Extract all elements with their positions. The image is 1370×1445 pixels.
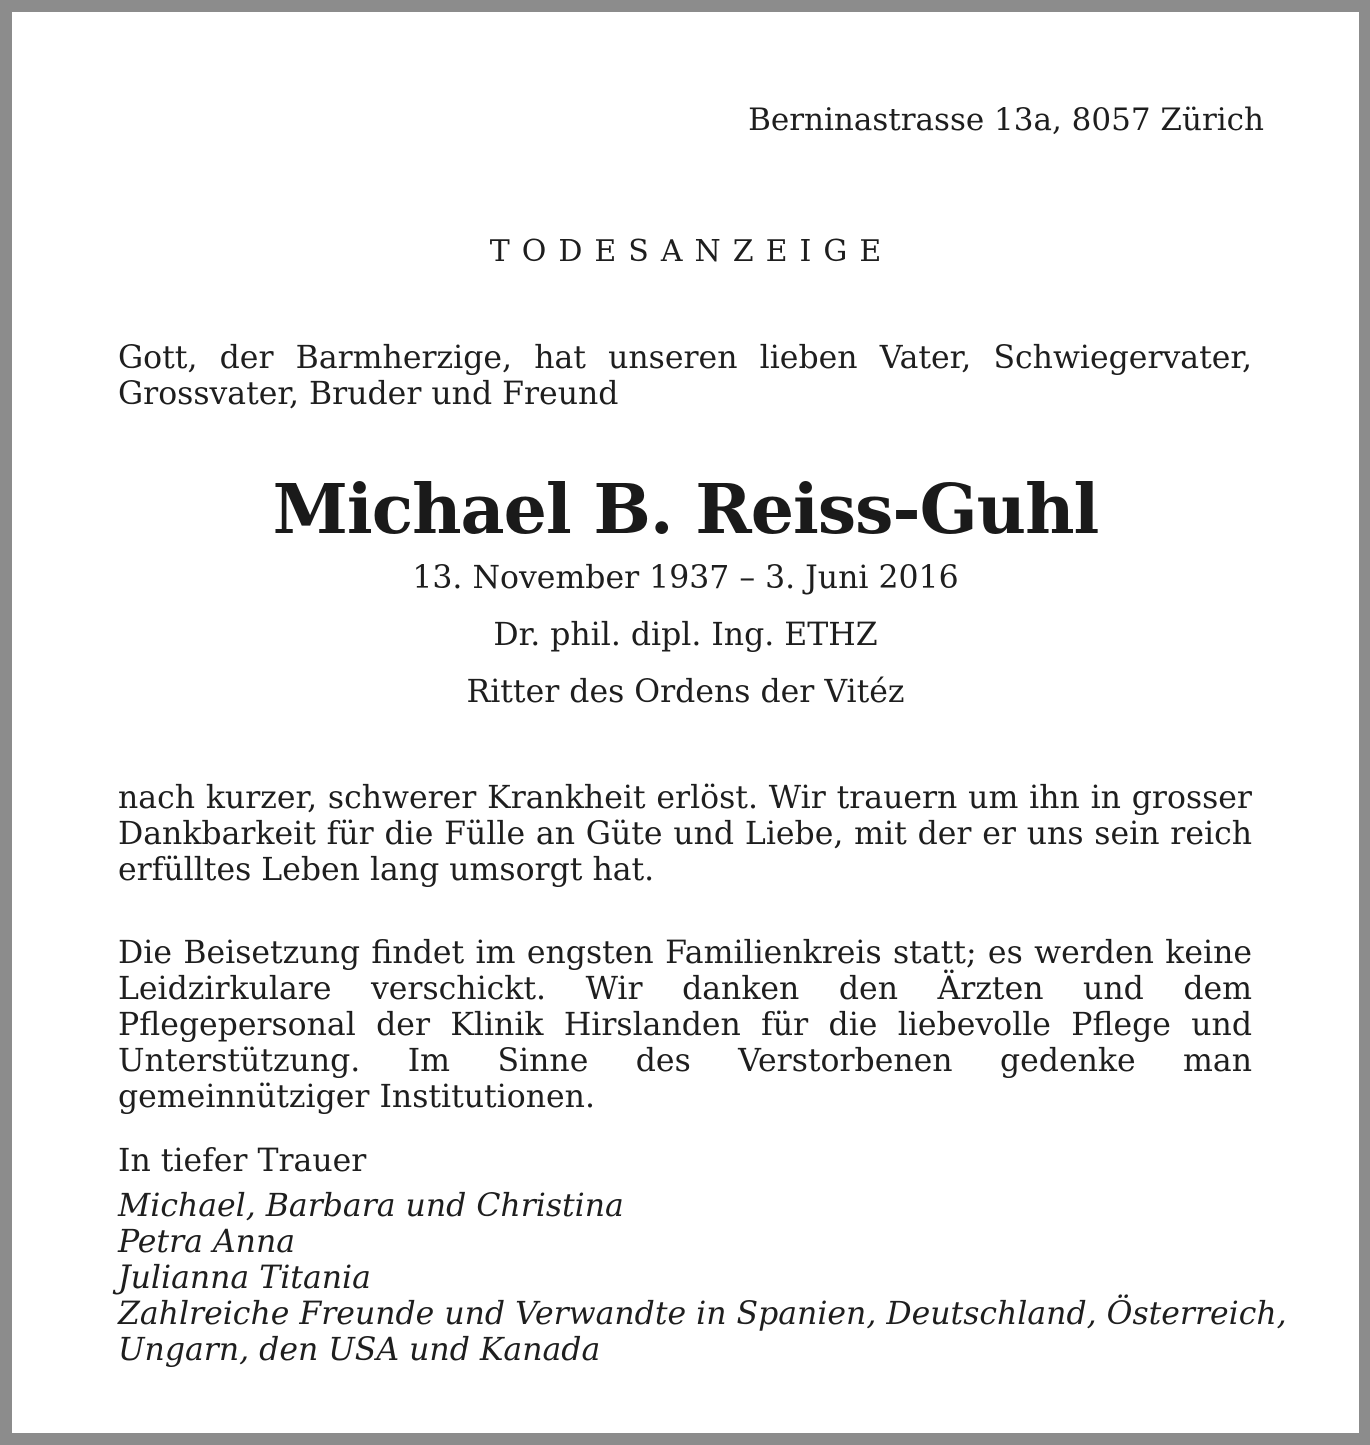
mourner-line: Michael, Barbara und Christina [118, 1188, 624, 1224]
mourners-list [118, 1188, 1287, 1368]
mourner-line: Ungarn, den USA und Kanada [118, 1332, 601, 1368]
deceased-name: Michael B. Reiss-Guhl [272, 470, 1099, 550]
mourner-line: Petra Anna [118, 1224, 296, 1260]
academic-title: Dr. phil. dipl. Ing. ETHZ [493, 617, 878, 653]
mourner-line: Julianna Titania [118, 1260, 371, 1296]
honor-title: Ritter des Ordens der Vitéz [466, 674, 905, 710]
mourning-label: In tiefer Trauer [118, 1143, 367, 1179]
obituary-notice [12, 12, 1359, 1433]
intro-text: Gott, der Barmherzige, hat unseren lieben Vater, Schwiegervater, Grossvater, Bruder und Freund [118, 340, 1252, 412]
paragraph-funeral: Die Beisetzung findet im engsten Familienkreis statt; es werden keine Leidzirkulare verschickt. Wir danken den Ärzten und dem Pflegepersonal der Klinik Hirslanden für die liebevolle Pflege und Unterstützung. Im Sinne des Verstorbenen gedenke man gemeinnütziger Institutionen. [118, 935, 1252, 1115]
notice-heading: TODESANZEIGE [489, 234, 894, 269]
life-dates: 13. November 1937 – 3. Juni 2016 [412, 560, 959, 596]
paragraph-farewell: nach kurzer, schwerer Krankheit erlöst. Wir trauern um ihn in grosser Dankbarkeit für die Fülle an Güte und Liebe, mit der er uns sein reich erfülltes Leben lang umsorgt hat. [118, 780, 1252, 888]
address: Berninastrasse 13a, 8057 Zürich [748, 102, 1264, 138]
mourner-line: Zahlreiche Freunde und Verwandte in Spanien, Deutschland, Österreich, [118, 1296, 1287, 1332]
